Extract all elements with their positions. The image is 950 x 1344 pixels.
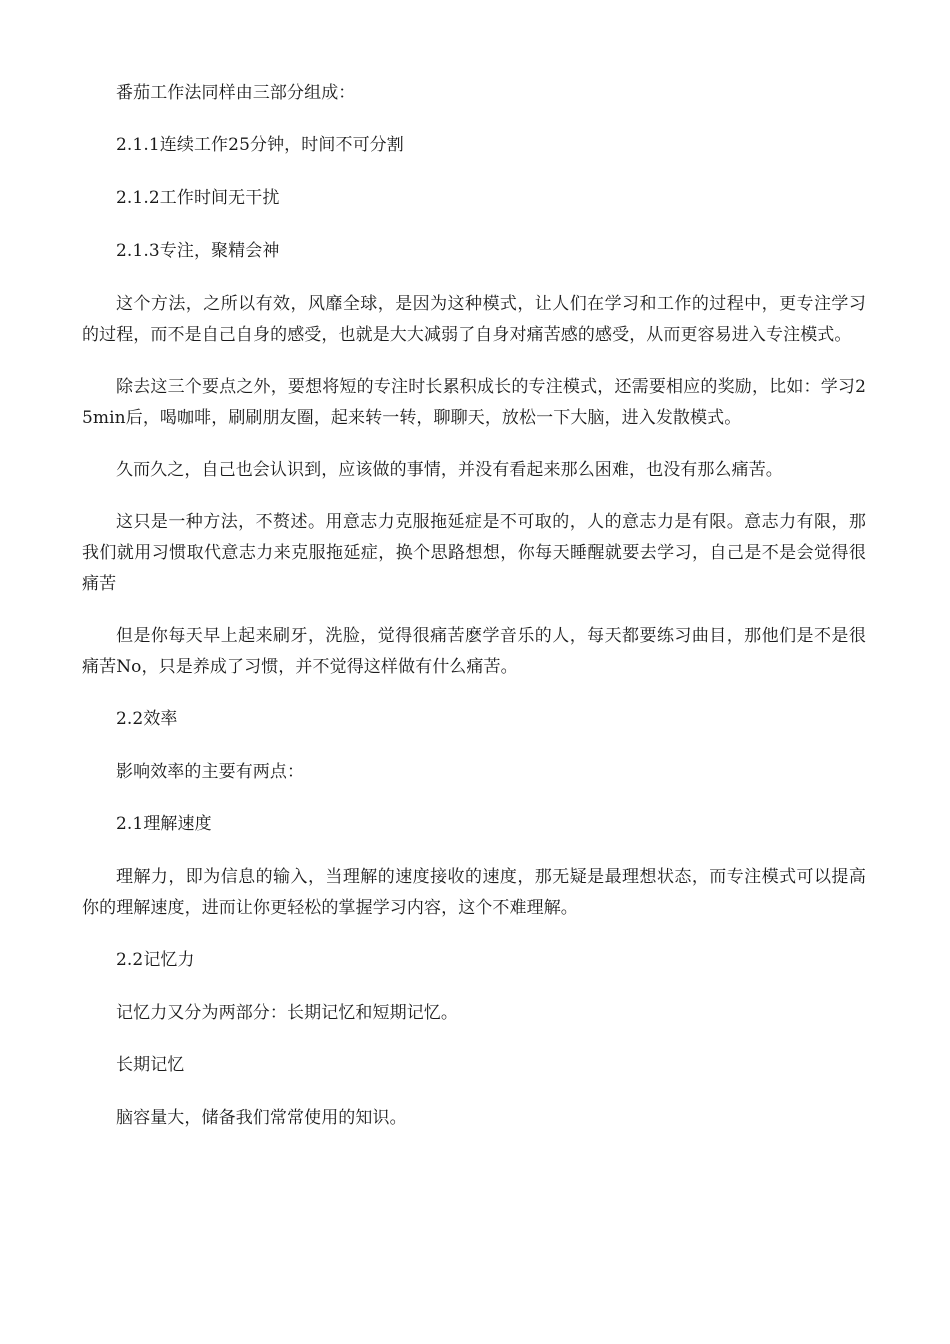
subsection-heading-2-1-1: 2.1.1连续工作25分钟，时间不可分割	[116, 135, 404, 155]
body-paragraph-habits: 但是你每天早上起来刷牙，洗脸，觉得很痛苦麽学音乐的人，每天都要练习曲目，那他们是不是很痛苦No，只是养成了习惯，并不觉得这样做有什么痛苦。	[82, 626, 866, 677]
intro-paragraph: 番茄工作法同样由三部分组成：	[116, 83, 356, 103]
body-paragraph-over-time: 久而久之，自己也会认识到，应该做的事情，并没有看起来那么困难，也没有那么痛苦。	[116, 460, 783, 480]
body-paragraph-rewards: 除去这三个要点之外，要想将短的专注时长累积成长的专注模式，还需要相应的奖励，比如：学习25min后，喝咖啡，刷刷朋友圈，起来转一转，聊聊天，放松一下大脑，进入发散模式。	[82, 377, 866, 428]
subsection-heading-2-1-3: 2.1.3专注，聚精会神	[116, 241, 280, 261]
subsection-heading-comprehension: 2.1理解速度	[116, 814, 212, 834]
document-page	[82, 78, 866, 1155]
body-paragraph-comprehension: 理解力，即为信息的输入，当理解的速度接收的速度，那无疑是最理想状态，而专注模式可以提高你的理解速度，进而让你更轻松的掌握学习内容，这个不难理解。	[82, 867, 866, 918]
body-paragraph-willpower: 这只是一种方法，不赘述。用意志力克服拖延症是不可取的，人的意志力是有限。意志力有限，那我们就用习惯取代意志力来克服拖延症，换个思路想想，你每天睡醒就要去学习，自己是不是会觉得很痛苦	[82, 512, 866, 594]
body-paragraph-long-term-memory: 脑容量大，储备我们常常使用的知识。	[116, 1108, 407, 1128]
subsection-heading-long-term-memory: 长期记忆	[116, 1055, 185, 1075]
body-paragraph-effectiveness: 这个方法，之所以有效，风靡全球，是因为这种模式，让人们在学习和工作的过程中，更专注学习的过程，而不是自己自身的感受，也就是大大减弱了自身对痛苦感的感受，从而更容易进入专注模式。	[82, 294, 866, 345]
body-paragraph-efficiency-factors: 影响效率的主要有两点：	[116, 762, 305, 782]
subsection-heading-memory: 2.2记忆力	[116, 950, 195, 970]
subsection-heading-2-1-2: 2.1.2工作时间无干扰	[116, 188, 280, 208]
section-heading-efficiency: 2.2效率	[116, 709, 178, 729]
body-paragraph-memory-types: 记忆力又分为两部分：长期记忆和短期记忆。	[116, 1003, 458, 1023]
